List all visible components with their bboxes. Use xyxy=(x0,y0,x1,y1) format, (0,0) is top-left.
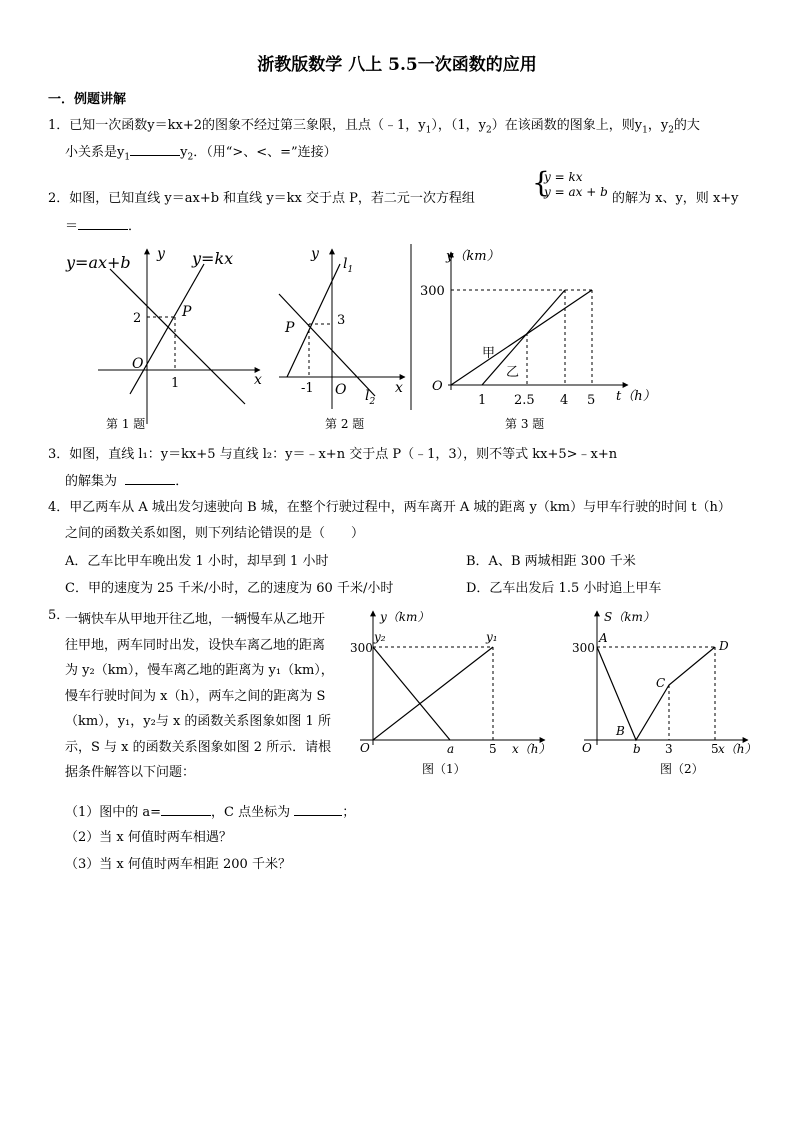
tick-x-2-5: 2.5 xyxy=(514,393,535,408)
tick-x-1: 1 xyxy=(478,393,487,408)
figure-3 xyxy=(410,240,660,435)
figure-1 xyxy=(60,244,270,434)
y1-label: y₁ xyxy=(486,630,498,644)
q5-subquestion-2: （2）当 x 何值时两车相遇？ xyxy=(65,830,232,845)
q2-equation-1: y = kx xyxy=(544,170,583,184)
figure-5-1 xyxy=(350,605,560,780)
origin-label: O xyxy=(582,741,592,755)
q3-text: 的解集为 xyxy=(65,474,118,489)
tick-a-label: a xyxy=(447,742,455,756)
q2-number: 2． xyxy=(48,191,70,206)
origin-label: O xyxy=(335,382,347,398)
q1-sub: 2 xyxy=(668,125,674,136)
origin-label: O xyxy=(432,379,443,394)
label-yi: 乙 xyxy=(506,365,520,380)
y2-label: y₂ xyxy=(374,630,386,644)
q2-text-end: 的解为 x、y，则 x+y xyxy=(612,191,739,206)
figure-3-caption: 第 3 题 xyxy=(505,417,545,431)
point-b-label: B xyxy=(616,724,625,738)
q5-text: （1）图中的 a= xyxy=(65,805,162,820)
q4-text: 甲乙两车从 A 城出发匀速驶向 B 城，在整个行驶过程中，两车离开 A 城的距离 y（km）与甲车行驶的时间 t（h） xyxy=(69,500,731,515)
label-line-left: y=ax+b xyxy=(66,253,131,272)
q1-text: ．（用“>、<、=”连接） xyxy=(193,145,337,160)
label-jia: 甲 xyxy=(482,346,496,361)
tick-x-label: -1 xyxy=(301,381,314,396)
s-label: S（km） xyxy=(604,610,655,624)
q3-number: 3． xyxy=(48,447,70,462)
q5-line: 据条件解答以下问题： xyxy=(65,765,196,780)
line-s xyxy=(597,647,715,740)
q5-c-blank[interactable] xyxy=(294,803,342,816)
q1-sub: 2 xyxy=(187,152,194,163)
question-2-line-1 xyxy=(48,190,475,208)
question-3-line-2 xyxy=(65,472,188,491)
q5-text: ，C 点坐标为 xyxy=(211,805,291,820)
line-l2 xyxy=(279,294,375,396)
q1-text: 的图象不经过第三象限，且点（﹣1，y xyxy=(202,118,426,133)
y-label: y xyxy=(157,246,165,262)
question-5-number: 5． xyxy=(48,608,70,623)
point-p-label: P xyxy=(182,304,192,320)
line-y-kx xyxy=(130,264,204,394)
q5-line: 一辆快车从甲地开往乙地，一辆慢车从乙地开 xyxy=(65,612,326,627)
figure-1-caption: 第 1 题 xyxy=(106,417,146,431)
q5-line: 慢车行驶时间为 x（h），两车之间的距离为 S xyxy=(65,688,326,704)
x-label: x（h） xyxy=(718,742,757,756)
question-4-line-1 xyxy=(48,499,731,517)
q1-text: 小关系是y xyxy=(65,145,125,160)
origin-label: O xyxy=(132,356,144,372)
t-label: t（h） xyxy=(616,389,656,404)
q2-text: ＝ xyxy=(65,219,79,234)
q2-answer-blank[interactable] xyxy=(78,217,128,230)
q1-text: 已知一次函数 xyxy=(69,118,148,133)
page-title: 浙教版数学 八上 5.5一次函数的应用 xyxy=(257,55,537,75)
x-label: x xyxy=(395,380,403,396)
q5-text: ； xyxy=(342,805,356,820)
question-1-line-2 xyxy=(65,143,337,167)
line-yi xyxy=(482,290,565,385)
figure-5-2-caption: 图（2） xyxy=(660,762,704,776)
tick-y-label: 300 xyxy=(350,641,373,655)
q5-subquestion-3: （3）当 x 何值时两车相距 200 千米？ xyxy=(65,857,291,872)
tick-y-label: 300 xyxy=(420,284,445,299)
tick-x-5: 5 xyxy=(587,393,596,408)
q5-line: 示，S 与 x 的函数关系图象如图 2 所示．请根 xyxy=(65,739,332,755)
line-jia xyxy=(451,290,592,385)
tick-y-label: 2 xyxy=(133,311,142,326)
l2-label: $l_2$ xyxy=(365,388,376,407)
figure-2 xyxy=(275,244,410,434)
q5-subquestion-1 xyxy=(65,803,355,822)
section-heading: 一．例题讲解 xyxy=(48,92,127,107)
q4-option-c[interactable]: C．甲的速度为 25 千米/小时，乙的速度为 60 千米/小时 xyxy=(65,581,394,596)
question-4-line-2: 之间的函数关系如图，则下列结论错误的是（ ） xyxy=(65,526,365,541)
q1-text: 的大 xyxy=(673,118,700,133)
label-line-right: y=kx xyxy=(192,249,234,268)
tick-3-label: 3 xyxy=(665,742,673,756)
q5-a-blank[interactable] xyxy=(161,803,211,816)
question-1-line-1 xyxy=(48,117,700,140)
origin-label: O xyxy=(360,741,370,755)
y-label: y（km） xyxy=(446,249,500,264)
q2-equation-system xyxy=(532,166,608,200)
figure-5-2 xyxy=(572,605,782,780)
question-2-line-2 xyxy=(65,217,141,236)
q1-number: 1． xyxy=(48,118,70,133)
x-label: x（h） xyxy=(512,742,551,756)
figure-2-caption: 第 2 题 xyxy=(325,417,365,431)
q3-text: ． xyxy=(175,474,189,489)
q1-text: ）在该函数的图象上，则y xyxy=(491,118,643,133)
question-3-line-1 xyxy=(48,446,617,464)
q1-answer-blank[interactable] xyxy=(130,143,180,156)
q2-equation-2: y = ax + b xyxy=(544,185,608,199)
q4-option-b[interactable]: B．A、B 两城相距 300 千米 xyxy=(466,554,636,569)
q5-line: 为 y₂（km），慢车离乙地的距离为 y₁（km）， xyxy=(65,663,334,678)
point-d-label: D xyxy=(719,639,729,653)
tick-x-4: 4 xyxy=(560,393,569,408)
y-label: y xyxy=(311,246,319,262)
q2-text: ． xyxy=(128,219,142,234)
tick-5-label: 5 xyxy=(489,742,497,756)
brace-icon: { xyxy=(532,166,550,199)
tick-y-label: 3 xyxy=(337,313,346,328)
tick-b-label: b xyxy=(633,742,641,756)
line-y1 xyxy=(373,647,493,740)
tick-5-label: 5 xyxy=(711,742,719,756)
tick-x-label: 1 xyxy=(171,376,180,391)
q1-sub: 1 xyxy=(425,125,432,136)
q5-line: （km），y₁，y₂与 x 的函数关系图象如图 1 所 xyxy=(65,714,331,729)
q4-option-d[interactable]: D．乙车出发后 1.5 小时追上甲车 xyxy=(466,581,662,596)
q1-text: ），（1，y xyxy=(431,118,486,133)
question-5-body xyxy=(65,607,334,786)
q1-function: y＝kx+2 xyxy=(147,118,203,133)
q3-answer-blank[interactable] xyxy=(125,472,175,485)
q1-text: y xyxy=(180,145,188,160)
x-label: x xyxy=(254,372,262,388)
q5-line: 往甲地，两车同时出发，设快车离乙地的距离 xyxy=(65,637,326,653)
line-y2 xyxy=(373,647,450,740)
q1-text: ，y xyxy=(647,118,669,133)
q2-text: 如图，已知直线 y＝ax+b 和直线 y＝kx 交于点 P，若二元一次方程组 xyxy=(69,191,475,206)
q4-number: 4． xyxy=(48,500,70,515)
q1-sub: 1 xyxy=(642,125,648,136)
q3-text: 如图，直线 l₁：y＝kx+5 与直线 l₂：y＝﹣x+n 交于点 P（﹣1，3），则不等式 kx+5>﹣x+n xyxy=(69,447,618,462)
figure-5-1-caption: 图（1） xyxy=(422,762,466,776)
point-c-label: C xyxy=(656,676,666,690)
tick-y-label: 300 xyxy=(572,641,595,655)
l1-label: $l_1$ xyxy=(343,256,354,275)
q1-sub: 1 xyxy=(124,152,131,163)
point-a-label: A xyxy=(599,631,608,645)
q4-option-a[interactable]: A．乙车比甲车晚出发 1 小时，却早到 1 小时 xyxy=(65,554,329,569)
y-label: y（km） xyxy=(380,610,430,624)
q1-sub: 2 xyxy=(486,125,492,136)
point-p-label: P xyxy=(285,320,295,336)
